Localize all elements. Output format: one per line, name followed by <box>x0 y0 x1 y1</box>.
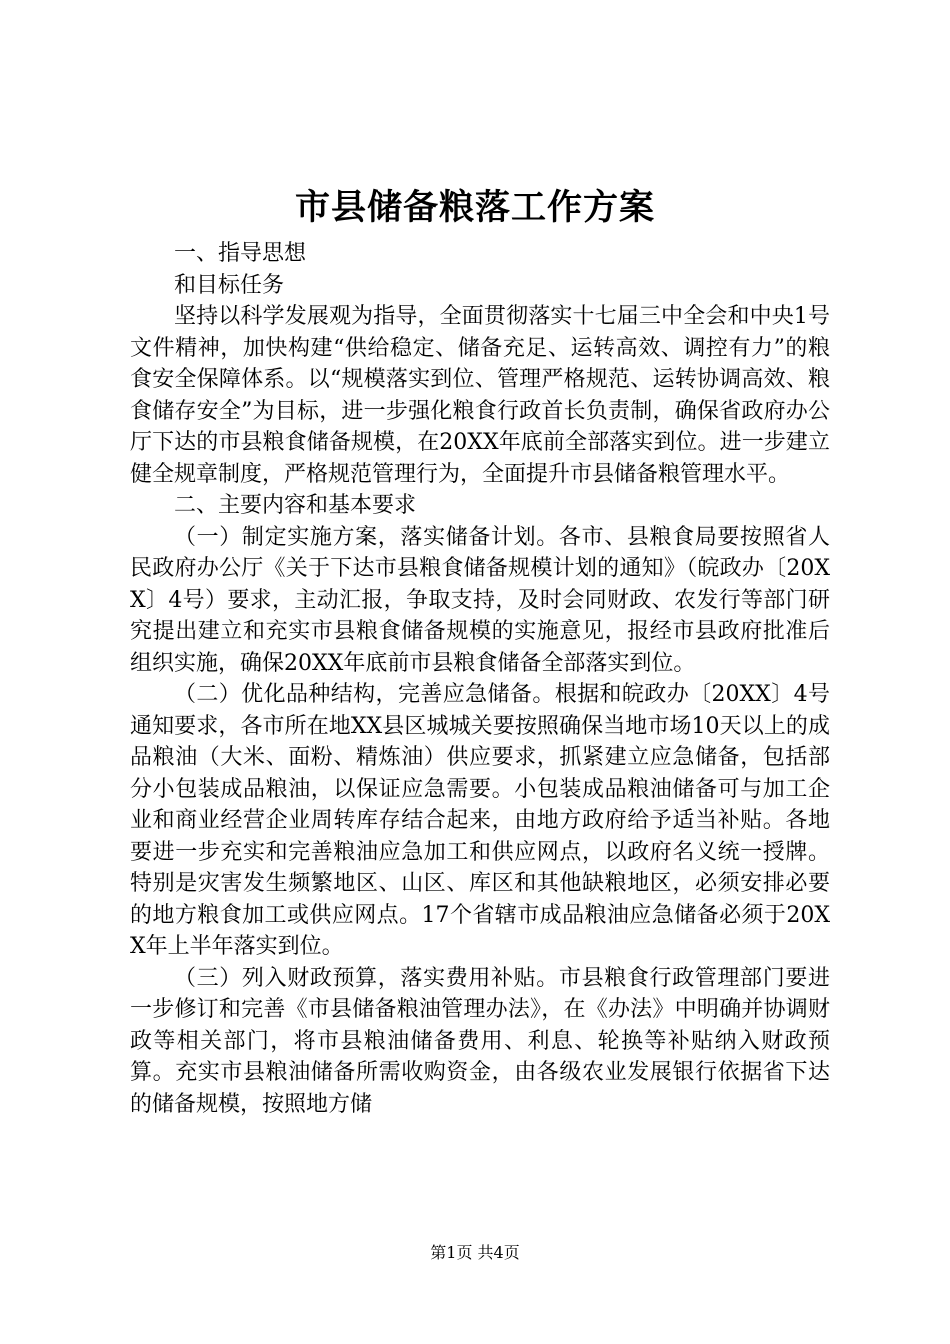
document-title: 市县储备粮落工作方案 <box>294 187 655 228</box>
paragraph-emergency-reserve: （二）优化品种结构，完善应急储备。根据和皖政办〔20XX〕4号通知要求，各市所在地XX县区城城关要按照确保当地市场10天以上的成品粮油（大米、面粉、精炼油）供应要求，抓紧建立应急储备，包括部分小包装成品粮油，以保证应急需要。小包装成品粮油储备可与加工企业和商业经营企业周转库存结合起来，由地方政府给予适当补贴。各地要进一步充实和完善粮油应急加工和供应网点，以政府名义统一授牌。特别是灾害发生频繁地区、山区、库区和其他缺粮地区，必须安排必要的地方粮食加工或供应网点。17个省辖市成品粮油应急储备必须于20XX年上半年落实到位。 <box>130 682 830 959</box>
paragraph-implementation-plan: （一）制定实施方案，落实储备计划。各市、县粮食局要按照省人民政府办公厅《关于下达市县粮食储备规模计划的通知》（皖政办〔20XX〕4号）要求，主动汇报，争取支持，及时会同财政、农发行等部门研究提出建立和充实市县粮食储备规模的实施意见，报经市县政府批准后组织实施，确保20XX年底前市县粮食储备全部落实到位。 <box>130 524 830 676</box>
section-heading-2: 二、主要内容和基本要求 <box>174 493 417 518</box>
paragraph-guiding-thought: 坚持以科学发展观为指导，全面贯彻落实十七届三中全会和中央1号文件精神，加快构建“供给稳定、储备充足、运转高效、调控有力”的粮食安全保障体系。以“规模落实到位、管理严格规范、运转协调高效、粮食储存安全”为目标，进一步强化粮食行政首长负责制，确保省政府办公厅下达的市县粮食储备规模，在20XX年底前全部落实到位。进一步建立健全规章制度，严格规范管理行为，全面提升市县储备粮管理水平。 <box>130 304 830 487</box>
paragraph-fiscal-budget: （三）列入财政预算，落实费用补贴。市县粮食行政管理部门要进一步修订和完善《市县储备粮油管理办法》，在《办法》中明确并协调财政等相关部门，将市县粮油储备费用、利息、轮换等补贴纳入财政预算。充实市县粮油储备所需收购资金，由各级农业发展银行依据省下达的储备规模，按照地方储 <box>130 965 830 1117</box>
page-footer: 第1页 共4页 <box>430 1243 520 1262</box>
document-body <box>130 238 830 1120</box>
section-heading-1: 一、指导思想 <box>174 241 307 266</box>
section-heading-1-continued: 和目标任务 <box>174 272 285 298</box>
